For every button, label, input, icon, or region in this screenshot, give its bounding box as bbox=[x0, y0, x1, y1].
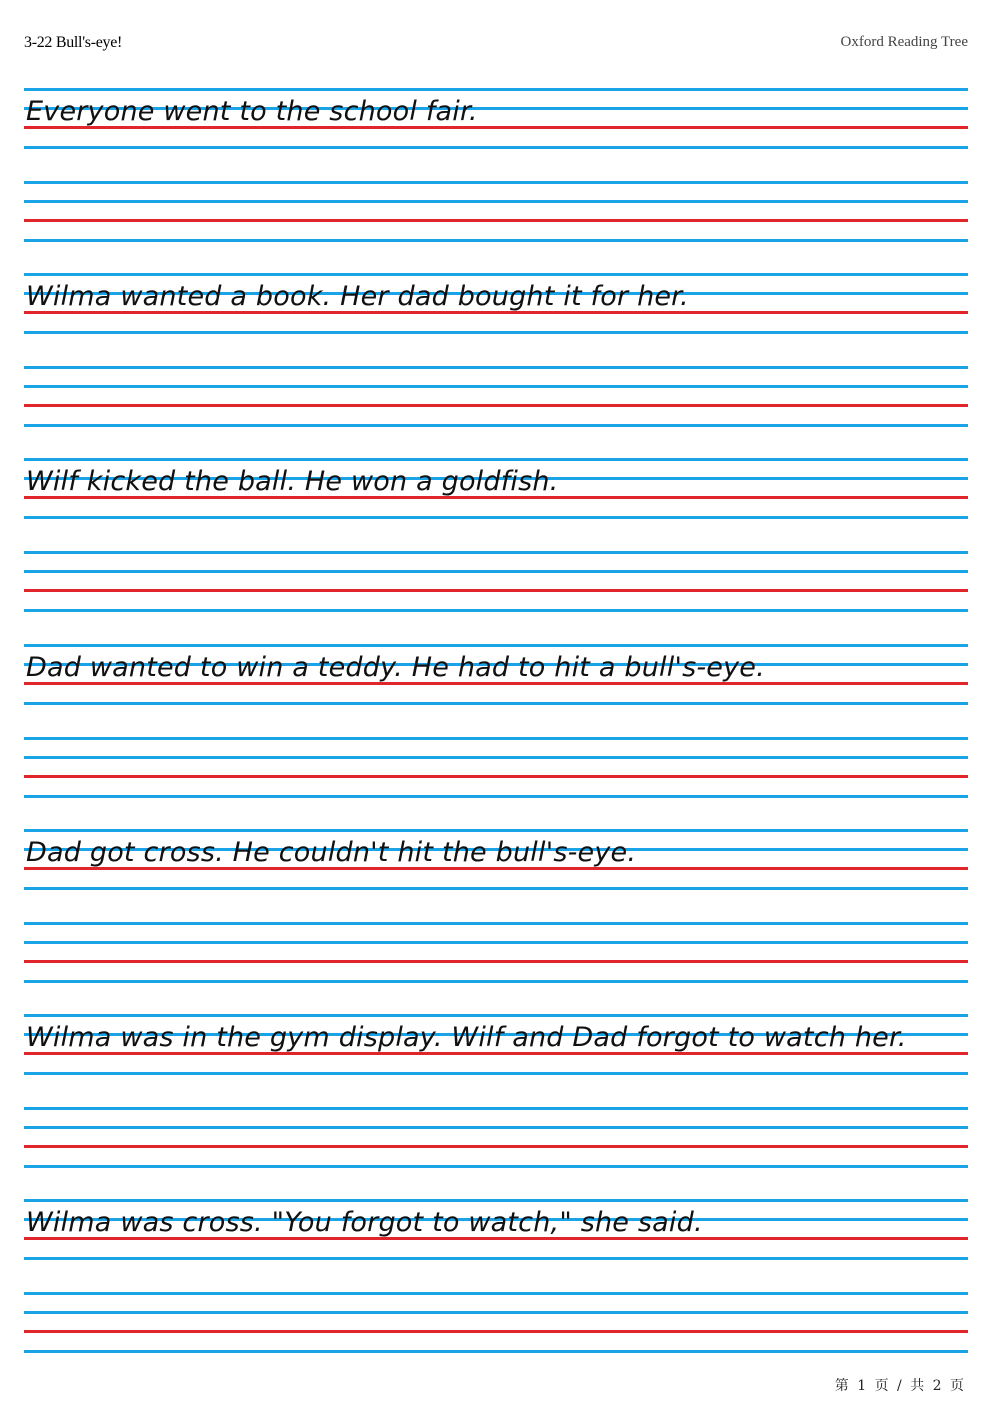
page-indicator: 第 1 页 / 共 2 页 bbox=[834, 1378, 966, 1394]
blue-guide-line bbox=[24, 702, 968, 705]
blue-guide-line bbox=[24, 570, 968, 573]
worksheet-title: 3-22 Bull's-eye! bbox=[24, 34, 123, 51]
red-baseline bbox=[24, 589, 968, 592]
blue-guide-line bbox=[24, 239, 968, 242]
model-sentence: Dad got cross. He couldn't hit the bull's-eye. bbox=[26, 836, 637, 868]
blue-guide-line bbox=[24, 1350, 968, 1353]
blue-guide-line bbox=[24, 1257, 968, 1260]
red-baseline bbox=[24, 219, 968, 222]
blue-guide-line bbox=[24, 366, 968, 369]
blue-guide-line bbox=[24, 829, 968, 832]
red-baseline bbox=[24, 775, 968, 778]
series-name: Oxford Reading Tree bbox=[840, 34, 968, 50]
blue-guide-line bbox=[24, 795, 968, 798]
model-sentence: Everyone went to the school fair. bbox=[26, 96, 478, 127]
blue-guide-line bbox=[24, 1311, 968, 1314]
blue-guide-line bbox=[24, 88, 968, 91]
blue-guide-line bbox=[24, 273, 968, 276]
blue-guide-line bbox=[24, 181, 968, 184]
blue-guide-line bbox=[24, 1014, 968, 1017]
practice-block bbox=[24, 458, 968, 608]
blue-guide-line bbox=[24, 1292, 968, 1295]
blue-guide-line bbox=[24, 200, 968, 203]
practice-block bbox=[24, 1199, 968, 1349]
blue-guide-line bbox=[24, 1199, 968, 1202]
red-baseline bbox=[24, 1145, 968, 1148]
practice-block bbox=[24, 644, 968, 794]
blue-guide-line bbox=[24, 146, 968, 149]
blue-guide-line bbox=[24, 941, 968, 944]
blue-guide-line bbox=[24, 424, 968, 427]
blue-guide-line bbox=[24, 458, 968, 461]
blue-guide-line bbox=[24, 551, 968, 554]
practice-block bbox=[24, 88, 968, 238]
blue-guide-line bbox=[24, 1126, 968, 1129]
blue-guide-line bbox=[24, 980, 968, 983]
practice-block bbox=[24, 1014, 968, 1164]
red-baseline bbox=[24, 404, 968, 407]
practice-block bbox=[24, 829, 968, 979]
blue-guide-line bbox=[24, 1165, 968, 1168]
blue-guide-line bbox=[24, 922, 968, 925]
blue-guide-line bbox=[24, 1072, 968, 1075]
blue-guide-line bbox=[24, 385, 968, 388]
blue-guide-line bbox=[24, 644, 968, 647]
model-sentence: Wilma was in the gym display. Wilf and Dad forgot to watch her. bbox=[26, 1022, 907, 1053]
blue-guide-line bbox=[24, 1107, 968, 1110]
red-baseline bbox=[24, 1330, 968, 1333]
blue-guide-line bbox=[24, 331, 968, 334]
model-sentence: Wilma wanted a book. Her dad bought it for her. bbox=[26, 281, 689, 313]
model-sentence: Wilf kicked the ball. He won a goldfish. bbox=[26, 466, 559, 498]
blue-guide-line bbox=[24, 887, 968, 890]
model-sentence: Dad wanted to win a teddy. He had to hit a bull's-eye. bbox=[26, 651, 765, 683]
blue-guide-line bbox=[24, 756, 968, 759]
model-sentence: Wilma was cross. "You forgot to watch," she said. bbox=[26, 1207, 703, 1239]
blue-guide-line bbox=[24, 609, 968, 612]
blue-guide-line bbox=[24, 737, 968, 740]
red-baseline bbox=[24, 960, 968, 963]
practice-block bbox=[24, 273, 968, 423]
blue-guide-line bbox=[24, 516, 968, 519]
